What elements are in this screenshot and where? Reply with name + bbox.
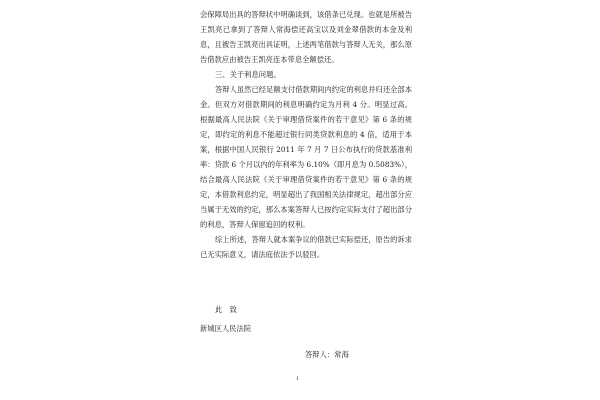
document-body [200,7,412,262]
paragraph-2: 答辩人虽然已经足额支付借款期间内约定的利息并归还全部本金。但双方对借款期间的利息明确约定为月利 4 分。明显过高。根据最高人民法院《关于审理借贷案件的若干意见》第 6 条的规定，即约定的利息不能超过银行同类贷款利息的 4 倍，适用于本案，根据中国人民银行 2011 年 7 月 7 日公布执行的贷款基准利率：贷款 6 个月以内的年利率为 6.10%（即月息为 0.5083%），结合最高人民法院《关于审理借贷案件的若干意见》第 6 条的规定，本借款利息约定，明显超出了我国相关法律规定，超出部分应当属于无效的约定，那么本案答辩人已按约定实际支付了超出部分的利息，答辩人保留追回的权利。 [200,85,413,229]
signature-line: 答辩人：常海 [305,350,349,359]
paragraph-3: 综上所述，答辩人就本案争议的借款已实际偿还，原告的诉求已无实际意义，请法庭依法予以驳回。 [200,235,413,259]
recipient-court: 新城区人民法院 [200,324,252,333]
page-number: 1 [296,376,300,382]
section-heading-interest: 三、关于利息问题。 [215,70,281,79]
closing-salutation: 此 致 [215,305,237,314]
paragraph-1: 会保障局出具的答辩状中明确谈到，该借条已兑现。也就是所被告王凯亮已拿到了答辩人常海偿还高宝以及刘金翠借款的本金及利息，且被告王凯亮出具证明，上述两笔借款与答辩人无关，那么原告借款应由被告王凯亮连本带息全额偿还。 [200,10,412,64]
